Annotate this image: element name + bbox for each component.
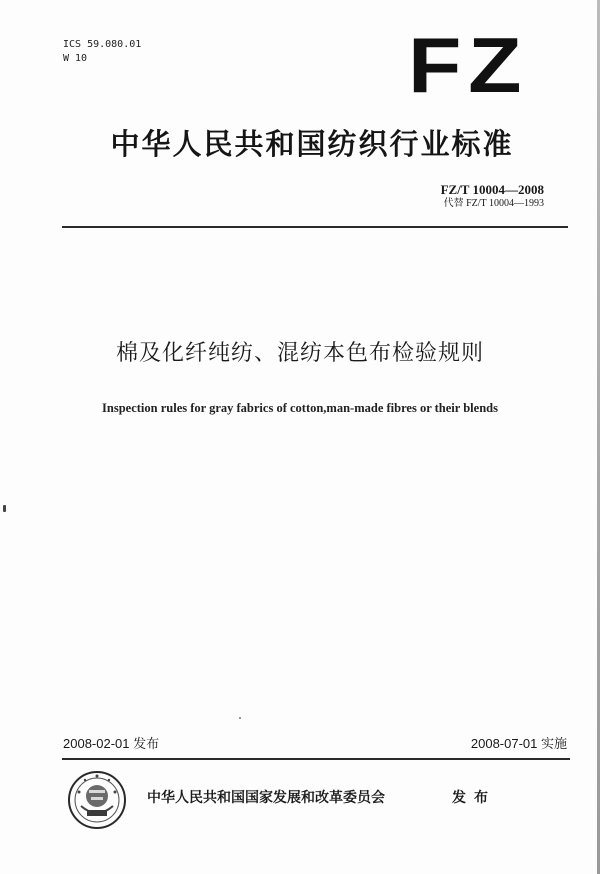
standard-category-mark: FZ — [408, 21, 529, 109]
organization-title: 中华人民共和国纺织行业标准 — [110, 127, 514, 161]
issue-action-label: 发布 — [452, 790, 496, 806]
classification-codes — [63, 38, 141, 66]
standard-title-chinese: 棉及化纤纯纺、混纺本色布检验规则 — [115, 341, 484, 366]
official-seal-icon — [67, 770, 127, 830]
bottom-divider — [62, 758, 570, 760]
standard-number: FZ/T 10004—2008 — [440, 182, 544, 197]
ccs-code: W 10 — [63, 53, 88, 64]
ics-code: ICS 59.080.01 — [63, 39, 142, 50]
issuing-authority: 中华人民共和国国家发展和改革委员会 — [147, 790, 385, 806]
standard-number-block — [441, 182, 544, 210]
issue-date: 2008-02-01 发布 — [63, 736, 160, 751]
standard-title-english: Inspection rules for gray fabrics of cotton,man-made fibres or their blends — [102, 401, 498, 415]
implementation-date: 2008-07-01 实施 — [470, 736, 567, 751]
scan-mark-artifact — [3, 505, 6, 512]
replaces-standard: 代替 FZ/T 10004—1993 — [443, 198, 544, 209]
top-divider — [62, 226, 568, 228]
scan-speck-artifact — [239, 717, 241, 719]
